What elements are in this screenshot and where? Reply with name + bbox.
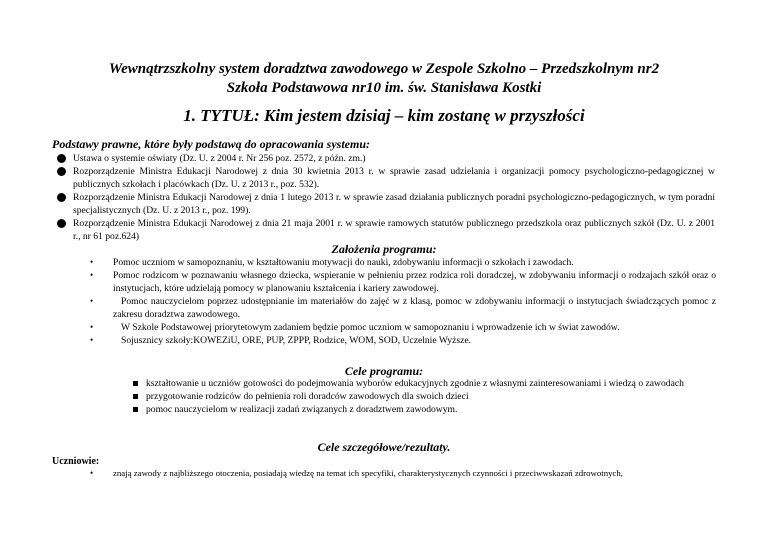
- students-label: Uczniowie:: [52, 456, 100, 467]
- goals-title: Cele programu:: [344, 364, 424, 378]
- bullet-icon: [57, 219, 66, 228]
- list-item: • Sojusznicy szkoły:KOWEZiU, ORE, PUP, ZPPP, Rodzice, WOM, SOD, Uczelnie Wyższe.: [90, 335, 472, 346]
- bullet-icon: •: [90, 270, 94, 280]
- list-item: Rozporządzenie Ministra Edukacji Narodowej z dnia 30 kwietnia 2013 r. w sprawie zasad udzielania i organizacji pomocy psychologiczno-pedagogicznej w publicznych szkołach i placówkach (Dz. U. z 2013 r., poz. 532).: [57, 165, 715, 191]
- bullet-icon: [57, 193, 66, 202]
- list-item: kształtowanie u uczniów gotowości do podejmowania wyborów edukacyjnych zgodnie z własnymi zainteresowaniami i wiedzą o zawodach: [133, 377, 718, 390]
- square-bullet-icon: [133, 381, 138, 386]
- specific-goals-title: Cele szczegółowe/rezultaty.: [317, 440, 451, 454]
- bullet-icon: •: [90, 257, 94, 267]
- students-results-list: [86, 467, 726, 480]
- list-item: • Pomoc nauczycielom poprzez udostępnianie im materiałów do zajęć w z klasą, pomoc w zdobywaniu informacji o instytucjach świadczących pomoc z zakresu doradztwa zawodowego.: [90, 296, 716, 320]
- list-item: • W Szkole Podstawowej priorytetowym zadaniem będzie pomoc uczniom w samopoznaniu i wprowadzenie ich w świat zawodów.: [90, 322, 620, 333]
- document-title-line1: Wewnątrzszkolny system doradztwa zawodowego w Zespole Szkolno – Przedszkolnym nr2: [108, 61, 660, 77]
- assumptions-title: Założenia programu:: [331, 242, 437, 256]
- assumptions-list: [86, 256, 716, 347]
- legal-basis-list: [57, 152, 715, 243]
- bullet-icon: •: [90, 296, 94, 306]
- bullet-icon: •: [90, 335, 94, 345]
- legal-basis-title: Podstawy prawne, które były podstawą do opracowania systemu:: [52, 137, 370, 151]
- list-item: Rozporządzenie Ministra Edukacji Narodowej z dnia 21 maja 2001 r. w sprawie ramowych statutów publicznego przedszkola oraz publicznych szkół (Dz. U. z 2001 r., nr 61 poz.624): [57, 217, 715, 243]
- list-item: • znają zawody z najbliższego otoczenia, posiadają wiedzę na temat ich specyfiki, charakterystycznych czynności i przeciwwskazań zdrowotnych,: [90, 468, 623, 478]
- list-item: przygotowanie rodziców do pełnienia roli doradców zawodowych dla swoich dzieci: [133, 390, 718, 403]
- program-heading: 1. TYTUŁ: Kim jestem dzisiaj – kim zostanę w przyszłości: [183, 106, 585, 125]
- list-item: Ustawa o systemie oświaty (Dz. U. z 2004 r. Nr 256 poz. 2572, z późn. zm.): [57, 152, 715, 165]
- bullet-icon: [57, 154, 66, 163]
- document-title-line2: Szkoła Podstawowa nr10 im. św. Stanisława Kostki: [226, 80, 542, 96]
- bullet-icon: •: [90, 322, 94, 332]
- square-bullet-icon: [133, 407, 138, 412]
- bullet-icon: [57, 167, 66, 176]
- list-item: • Pomoc uczniom w samopoznaniu, w kształtowaniu motywacji do nauki, zdobywaniu informacji o szkołach i zawodach.: [90, 257, 574, 268]
- list-item: • Pomoc rodzicom w poznawaniu własnego dziecka, wspieranie w pełnieniu przez rodzica roli doradczej, w zdobywaniu informacji o rodzajach szkół oraz o instytucjach, które udzielają pomocy w planowaniu kształcenia i kariery zawodowej.: [90, 270, 716, 294]
- list-item: pomoc nauczycielom w realizacji zadań związanych z doradztwem zawodowym.: [133, 403, 718, 416]
- list-item: Rozporządzenie Ministra Edukacji Narodowej z dnia 1 lutego 2013 r. w sprawie zasad działania publicznych poradni psychologiczno-pedagogicznych, w tym poradni specjalistycznych (Dz. U. z 2013 r., poz. 199).: [57, 191, 715, 217]
- goals-list: [133, 377, 718, 416]
- square-bullet-icon: [133, 394, 138, 399]
- bullet-icon: •: [90, 468, 94, 478]
